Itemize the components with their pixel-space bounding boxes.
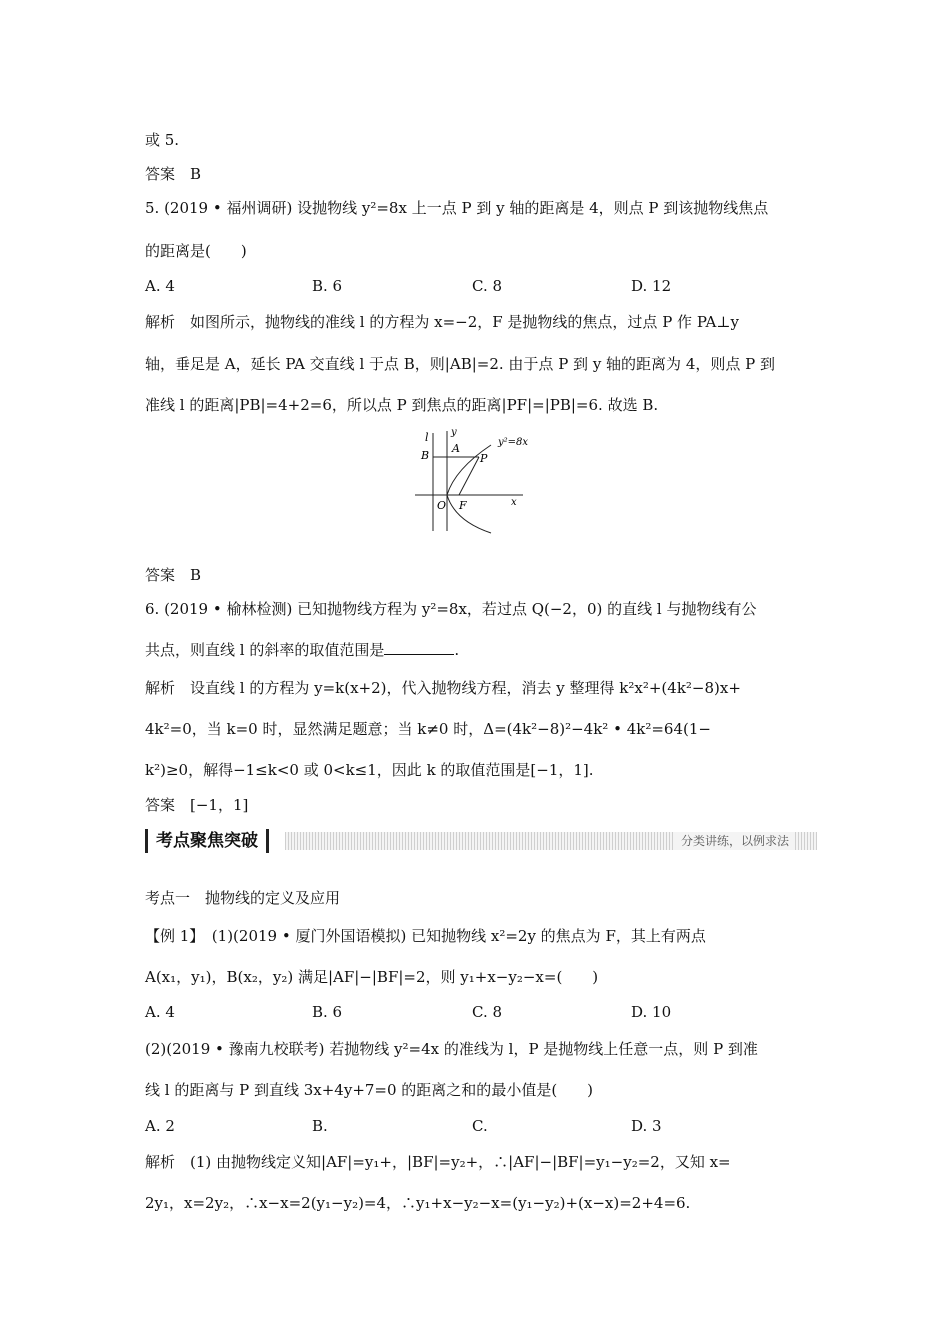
label-curve: y²=8x [498, 437, 529, 448]
option-b: B. 6 [312, 277, 343, 295]
solution-5-line-3: 准线 l 的距离|PB|=4+2=6，所以点 P 到焦点的距离|PF|=|PB|=6. 故选 B. [145, 396, 659, 414]
label-a: A [452, 442, 460, 455]
option-c: C. 8 [472, 1003, 503, 1021]
option-a: A. 2 [145, 1117, 175, 1135]
option-d: D. 3 [631, 1117, 662, 1135]
banner-subtitle: 分类讲练，以例求法 [675, 832, 795, 850]
example-1-line-2: A(x₁，y₁)，B(x₂，y₂) 满足|AF|−|BF|=2，则 y₁+x−y₂−x=( ) [145, 968, 599, 986]
label-b: B [421, 449, 430, 462]
option-b: B. 6 [312, 1003, 343, 1021]
example-1b-line-2: 线 l 的距离与 P 到直线 3x+4y+7=0 的距离之和的最小值是( ) [145, 1081, 594, 1099]
solution-6-line-1: 解析 设直线 l 的方程为 y=k(x+2)，代入抛物线方程，消去 y 整理得 k²x²+(4k²−8)x+ [145, 679, 741, 697]
answer-line: 答案 B [145, 566, 202, 584]
solution-5-line-1: 解析 如图所示，抛物线的准线 l 的方程为 x=−2，F 是抛物线的焦点，过点 P 作 PA⊥y [145, 313, 739, 331]
answer-line: 答案 B [145, 165, 202, 183]
parabola-figure [395, 425, 545, 537]
label-p: P [480, 452, 488, 465]
section-banner [145, 829, 817, 853]
parabola-lower-branch [447, 495, 491, 533]
answer-blank [384, 640, 454, 655]
label-o: O [437, 499, 447, 512]
option-a: A. 4 [145, 277, 175, 295]
label-x: x [511, 497, 517, 508]
text-line: 或 5. [145, 131, 180, 149]
label-y: y [451, 427, 457, 438]
banner-title: 考点聚焦突破 [145, 829, 269, 853]
label-f: F [459, 499, 467, 512]
answer-line: 答案 [−1，1] [145, 796, 249, 814]
example-1b-line-1: (2)(2019 • 豫南九校联考) 若抛物线 y²=4x 的准线为 l，P 是抛物线上任意一点，则 P 到准 [145, 1040, 758, 1058]
section-heading: 考点一 抛物线的定义及应用 [145, 889, 341, 907]
question-5-line-2: 的距离是( ) [145, 242, 247, 260]
solution-6-line-3: k²)≥0，解得−1≤k<0 或 0<k≤1，因此 k 的取值范围是[−1，1]. [145, 761, 594, 779]
solution-5-line-2: 轴，垂足是 A，延长 PA 交直线 l 于点 B，则|AB|=2. 由于点 P 到 y 轴的距离为 4，则点 P 到 [145, 355, 776, 373]
question-6-line-2: 共点，则直线 l 的斜率的取值范围是 . [145, 641, 460, 659]
label-l: l [425, 431, 429, 444]
solution-ex1-line-2: 2y₁，x=2y₂，∴x−x=2(y₁−y₂)=4，∴y₁+x−y₂−x=(y₁−y₂)+(x−x)=2+4=6. [145, 1194, 691, 1212]
question-5-line-1: 5. (2019 • 福州调研) 设抛物线 y²=8x 上一点 P 到 y 轴的距离是 4，则点 P 到该抛物线焦点 [145, 199, 769, 217]
example-1-line-1: 【例 1】 (1)(2019 • 厦门外国语模拟) 已知抛物线 x²=2y 的焦点为 F，其上有两点 [145, 927, 706, 945]
option-d: D. 12 [631, 277, 672, 295]
solution-6-line-2: 4k²=0，当 k=0 时，显然满足题意；当 k≠0 时，Δ=(4k²−8)²−4k² • 4k²=64(1− [145, 720, 711, 738]
option-d: D. 10 [631, 1003, 672, 1021]
option-b: B. [312, 1117, 328, 1135]
question-6-line-1: 6. (2019 • 榆林检测) 已知抛物线方程为 y²=8x，若过点 Q(−2，0) 的直线 l 与抛物线有公 [145, 600, 757, 618]
option-c: C. [472, 1117, 488, 1135]
example-1b-options [145, 1116, 805, 1136]
question-5-options [145, 276, 805, 296]
option-a: A. 4 [145, 1003, 175, 1021]
option-c: C. 8 [472, 277, 503, 295]
solution-ex1-line-1: 解析 (1) 由抛物线定义知|AF|=y₁+，|BF|=y₂+，∴|AF|−|BF|=y₁−y₂=2，又知 x= [145, 1153, 731, 1171]
example-1a-options [145, 1002, 805, 1022]
